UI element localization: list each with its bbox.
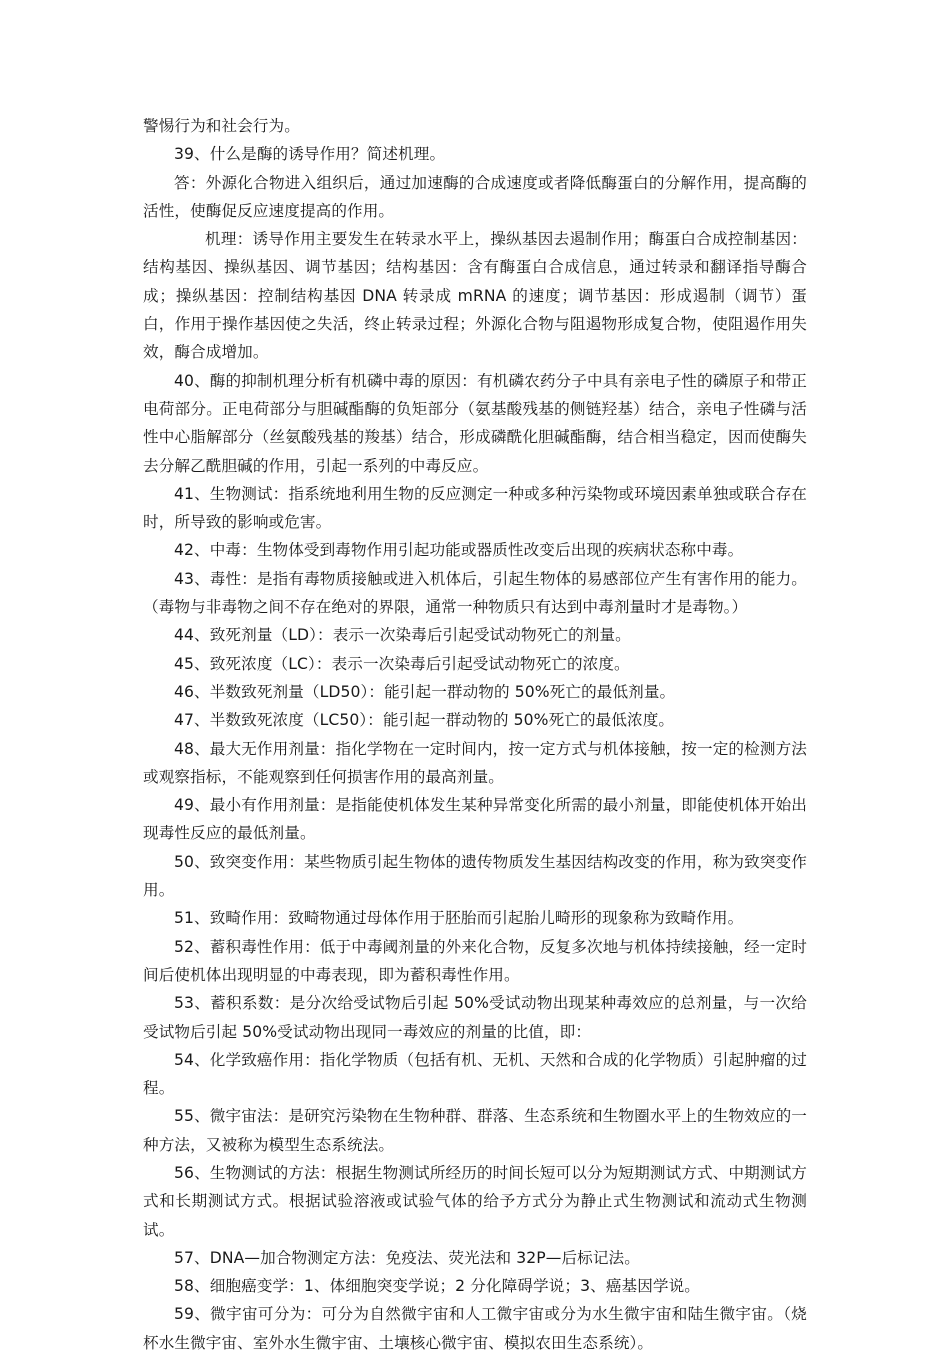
paragraph-q55: 55、微宇宙法：是研究污染物在生物种群、群落、生态系统和生物圈水平上的生物效应的一种方法，又被称为模型生态系统法。 <box>143 1107 807 1154</box>
paragraph-q48: 48、最大无作用剂量：指化学物在一定时间内，按一定方式与机体接触，按一定的检测方法或观察指标，不能观察到任何损害作用的最高剂量。 <box>143 739 807 786</box>
paragraph-continuation: 警惕行为和社会行为。 <box>143 117 300 135</box>
paragraph-q58: 58、细胞癌变学：1、体细胞突变学说；2 分化障碍学说；3、癌基因学说。 <box>174 1277 700 1296</box>
paragraph-q42: 42、中毒：生物体受到毒物作用引起功能或器质性改变后出现的疾病状态称中毒。 <box>174 541 744 560</box>
paragraph-q56: 56、生物测试的方法：根据生物测试所经历的时间长短可以分为短期测试方式、中期测试方式和长期测试方式。根据试验溶液或试验气体的给予方式分为静止式生物测试和流动式生物测试。 <box>143 1163 807 1239</box>
paragraph-q59: 59、微宇宙可分为：可分为自然微宇宙和人工微宇宙或分为水生微宇宙和陆生微宇宙。（烧杯水生微宇宙、室外水生微宇宙、土壤核心微宇宙、模拟农田生态系统）。 <box>143 1305 807 1352</box>
paragraph-q44: 44、致死剂量（LD）：表示一次染毒后引起受试动物死亡的剂量。 <box>174 626 631 645</box>
paragraph-q41: 41、生物测试：指系统地利用生物的反应测定一种或多种污染物或环境因素单独或联合存在时，所导致的影响或危害。 <box>143 484 807 532</box>
paragraph-q54: 54、化学致癌作用：指化学物质（包括有机、无机、天然和合成的化学物质）引起肿瘤的过程。 <box>143 1050 807 1098</box>
document-body <box>143 112 807 1357</box>
paragraph-q39-mechanism: 机理：诱导作用主要发生在转录水平上，操纵基因去遏制作用；酶蛋白合成控制基因：结构基因、操纵基因、调节基因；结构基因：含有酶蛋白合成信息，通过转录和翻译指导酶合成；操纵基因：控制结构基因 DNA 转录成 mRNA 的速度；调节基因：形成遏制（调节）蛋白，作用于操作基因使之失活，终止转录过程；外源化合物与阻遏物形成复合物，使阻遏作用失效，酶合成增加。 <box>143 230 807 362</box>
paragraph-q50: 50、致突变作用：某些物质引起生物体的遗传物质发生基因结构改变的作用，称为致突变作用。 <box>143 852 807 900</box>
paragraph-q39-answer: 答：外源化合物进入组织后，通过加速酶的合成速度或者降低酶蛋白的分解作用，提高酶的活性，使酶促反应速度提高的作用。 <box>143 173 807 220</box>
paragraph-q47: 47、半数致死浓度（LC50）：能引起一群动物的 50%死亡的最低浓度。 <box>174 711 675 730</box>
paragraph-q52: 52、蓄积毒性作用：低于中毒阈剂量的外来化合物，反复多次地与机体持续接触，经一定时间后使机体出现明显的中毒表现，即为蓄积毒性作用。 <box>143 937 807 984</box>
paragraph-q53: 53、蓄积系数：是分次给受试物后引起 50%受试动物出现某种毒效应的总剂量，与一次给受试物后引起 50%受试动物出现同一毒效应的剂量的比值，即： <box>143 994 807 1041</box>
paragraph-q39: 39、什么是酶的诱导作用？简述机理。 <box>174 145 446 164</box>
paragraph-q45: 45、致死浓度（LC）：表示一次染毒后引起受试动物死亡的浓度。 <box>174 654 630 673</box>
paragraph-q51: 51、致畸作用：致畸物通过母体作用于胚胎而引起胎儿畸形的现象称为致畸作用。 <box>174 909 744 928</box>
paragraph-q46: 46、半数致死剂量（LD50）：能引起一群动物的 50%死亡的最低剂量。 <box>174 682 676 701</box>
paragraph-q57: 57、DNA—加合物测定方法：免疫法、荧光法和 32P—后标记法。 <box>174 1248 640 1267</box>
paragraph-q43: 43、毒性：是指有毒物质接触或进入机体后，引起生物体的易感部位产生有害作用的能力。（毒物与非毒物之间不存在绝对的界限，通常一种物质只有达到中毒剂量时才是毒物。） <box>143 569 807 617</box>
paragraph-q40: 40、酶的抑制机理分析有机磷中毒的原因：有机磷农药分子中具有亲电子性的磷原子和带正电荷部分。正电荷部分与胆碱酯酶的负矩部分（氨基酸残基的侧链羟基）结合，亲电子性磷与活性中心脂解部分（丝氨酸残基的羧基）结合，形成磷酰化胆碱酯酶，结合相当稳定，因而使酶失去分解乙酰胆碱的作用，引起一系列的中毒反应。 <box>143 371 807 475</box>
paragraph-q49: 49、最小有作用剂量：是指能使机体发生某种异常变化所需的最小剂量，即能使机体开始出现毒性反应的最低剂量。 <box>143 796 807 843</box>
